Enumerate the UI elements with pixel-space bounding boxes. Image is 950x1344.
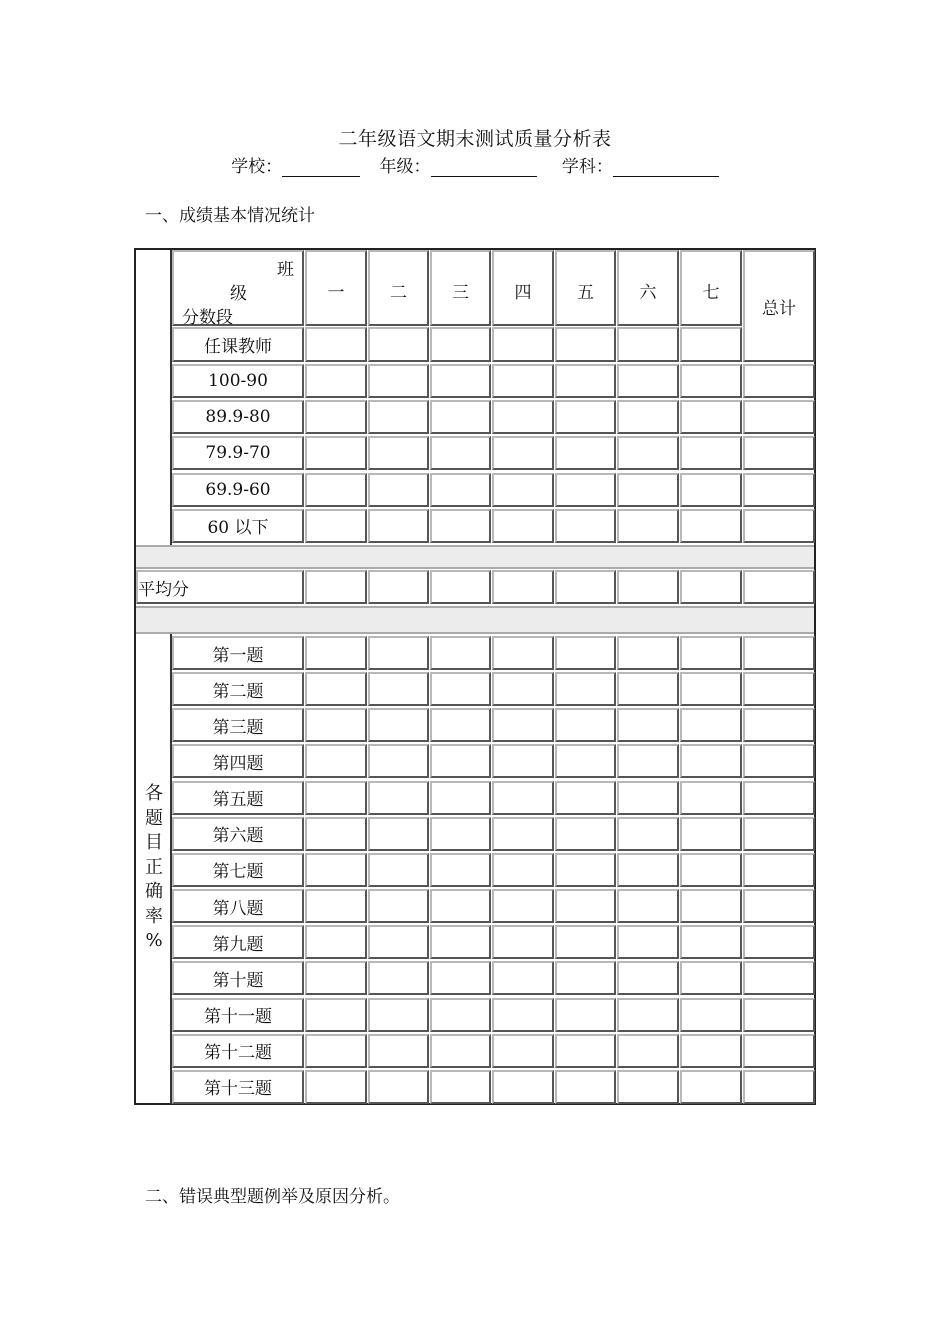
question-cell[interactable] bbox=[492, 817, 554, 851]
score-band-cell[interactable] bbox=[368, 364, 429, 398]
question-total-cell[interactable] bbox=[743, 636, 815, 670]
row-separator bbox=[136, 606, 814, 634]
class-column-header: 六 bbox=[617, 250, 679, 326]
score-band-total-cell[interactable] bbox=[743, 364, 815, 398]
school-label: 学校： bbox=[231, 157, 283, 177]
score-band-cell[interactable] bbox=[617, 473, 679, 507]
score-band-cell[interactable] bbox=[617, 364, 679, 398]
question-cell[interactable] bbox=[368, 817, 429, 851]
score-band-total-cell[interactable] bbox=[743, 509, 815, 543]
score-band-cell[interactable] bbox=[305, 400, 367, 434]
question-total-cell[interactable] bbox=[743, 744, 815, 778]
question-total-cell[interactable] bbox=[743, 708, 815, 742]
question-row-label: 第九题 bbox=[172, 925, 304, 959]
class-column-header: 五 bbox=[555, 250, 616, 326]
question-cell[interactable] bbox=[305, 1070, 367, 1104]
score-band-cell[interactable] bbox=[617, 436, 679, 470]
question-cell[interactable] bbox=[680, 636, 742, 670]
question-cell[interactable] bbox=[430, 998, 491, 1032]
question-cell[interactable] bbox=[305, 817, 367, 851]
question-cell[interactable] bbox=[492, 708, 554, 742]
accuracy-group-char: 率 bbox=[145, 905, 163, 927]
question-cell[interactable] bbox=[430, 708, 491, 742]
question-cell[interactable] bbox=[492, 961, 554, 995]
corner-label-fenshuduan: 分数段 bbox=[182, 308, 233, 328]
class-column-header: 四 bbox=[492, 250, 554, 326]
question-cell[interactable] bbox=[430, 781, 491, 815]
question-cell[interactable] bbox=[492, 636, 554, 670]
question-row-label: 第十二题 bbox=[172, 1034, 304, 1068]
question-row-label: 第六题 bbox=[172, 817, 304, 851]
question-cell[interactable] bbox=[680, 744, 742, 778]
subject-label: 学科： bbox=[561, 157, 613, 177]
corner-label-ji: 级 bbox=[230, 284, 247, 304]
score-band-cell[interactable] bbox=[368, 436, 429, 470]
average-row-label: 平均分 bbox=[136, 570, 304, 604]
question-cell[interactable] bbox=[680, 889, 742, 923]
question-cell[interactable] bbox=[680, 925, 742, 959]
question-cell[interactable] bbox=[680, 672, 742, 706]
score-band-cell[interactable] bbox=[555, 473, 616, 507]
score-band-cell[interactable] bbox=[492, 400, 554, 434]
average-cell[interactable] bbox=[492, 570, 554, 604]
question-cell[interactable] bbox=[492, 853, 554, 887]
question-cell[interactable] bbox=[305, 925, 367, 959]
question-cell[interactable] bbox=[555, 672, 616, 706]
question-cell[interactable] bbox=[680, 961, 742, 995]
score-band-total-cell[interactable] bbox=[743, 473, 815, 507]
question-row-label: 第二题 bbox=[172, 672, 304, 706]
accuracy-group-char: 目 bbox=[145, 832, 163, 853]
teacher-row-label: 任课教师 bbox=[172, 327, 304, 362]
question-cell[interactable] bbox=[305, 998, 367, 1032]
score-band-cell[interactable] bbox=[492, 473, 554, 507]
grade-label: 年级： bbox=[379, 157, 431, 177]
teacher-cell[interactable] bbox=[430, 327, 491, 362]
question-total-cell[interactable] bbox=[743, 998, 815, 1032]
class-column-header: 二 bbox=[368, 250, 429, 326]
question-row-label: 第十三题 bbox=[172, 1070, 304, 1104]
teacher-cell[interactable] bbox=[305, 327, 367, 362]
question-row-label: 第十一题 bbox=[172, 998, 304, 1032]
question-cell[interactable] bbox=[617, 961, 679, 995]
score-band-cell[interactable] bbox=[680, 509, 742, 543]
question-cell[interactable] bbox=[368, 925, 429, 959]
score-band-total-cell[interactable] bbox=[743, 436, 815, 470]
score-band-label: 89.9-80 bbox=[172, 400, 304, 434]
score-band-cell[interactable] bbox=[368, 473, 429, 507]
question-cell[interactable] bbox=[680, 781, 742, 815]
question-cell[interactable] bbox=[492, 925, 554, 959]
question-cell[interactable] bbox=[430, 961, 491, 995]
question-total-cell[interactable] bbox=[743, 1070, 815, 1104]
question-cell[interactable] bbox=[368, 1070, 429, 1104]
score-band-cell[interactable] bbox=[680, 436, 742, 470]
question-total-cell[interactable] bbox=[743, 1034, 815, 1068]
question-cell[interactable] bbox=[680, 1034, 742, 1068]
question-cell[interactable] bbox=[368, 744, 429, 778]
teacher-cell[interactable] bbox=[555, 327, 616, 362]
question-cell[interactable] bbox=[617, 636, 679, 670]
question-cell[interactable] bbox=[430, 744, 491, 778]
question-cell[interactable] bbox=[555, 817, 616, 851]
question-cell[interactable] bbox=[555, 961, 616, 995]
question-cell[interactable] bbox=[305, 636, 367, 670]
total-column-header: 总计 bbox=[743, 250, 815, 362]
score-band-cell[interactable] bbox=[617, 400, 679, 434]
score-band-cell[interactable] bbox=[680, 400, 742, 434]
score-band-cell[interactable] bbox=[368, 509, 429, 543]
score-band-cell[interactable] bbox=[617, 509, 679, 543]
question-row-label: 第四题 bbox=[172, 744, 304, 778]
question-cell[interactable] bbox=[305, 853, 367, 887]
question-cell[interactable] bbox=[305, 708, 367, 742]
question-cell[interactable] bbox=[617, 925, 679, 959]
average-cell[interactable] bbox=[555, 570, 616, 604]
question-row-label: 第八题 bbox=[172, 889, 304, 923]
question-cell[interactable] bbox=[492, 744, 554, 778]
score-band-total-cell[interactable] bbox=[743, 400, 815, 434]
corner-header-cell bbox=[172, 250, 304, 326]
question-cell[interactable] bbox=[555, 781, 616, 815]
score-band-cell[interactable] bbox=[555, 400, 616, 434]
score-band-label: 100-90 bbox=[172, 364, 304, 398]
score-band-cell[interactable] bbox=[430, 400, 491, 434]
section1-heading: 一、成绩基本情况统计 bbox=[145, 206, 315, 226]
question-row-label: 第一题 bbox=[172, 636, 304, 670]
score-band-cell[interactable] bbox=[492, 509, 554, 543]
score-band-cell[interactable] bbox=[430, 509, 491, 543]
question-cell[interactable] bbox=[617, 672, 679, 706]
document-title: 二年级语文期末测试质量分析表 bbox=[338, 128, 612, 150]
question-cell[interactable] bbox=[680, 853, 742, 887]
header-fields bbox=[0, 152, 950, 177]
school-blank[interactable] bbox=[282, 160, 360, 177]
question-total-cell[interactable] bbox=[743, 925, 815, 959]
question-cell[interactable] bbox=[492, 1070, 554, 1104]
question-cell[interactable] bbox=[492, 1034, 554, 1068]
question-cell[interactable] bbox=[430, 853, 491, 887]
question-cell[interactable] bbox=[617, 708, 679, 742]
question-cell[interactable] bbox=[680, 817, 742, 851]
question-cell[interactable] bbox=[430, 1034, 491, 1068]
accuracy-group-char: 正 bbox=[145, 856, 163, 878]
question-cell[interactable] bbox=[617, 1070, 679, 1104]
question-total-cell[interactable] bbox=[743, 853, 815, 887]
question-cell[interactable] bbox=[430, 1070, 491, 1104]
question-cell[interactable] bbox=[555, 1034, 616, 1068]
question-row-label: 第五题 bbox=[172, 781, 304, 815]
question-cell[interactable] bbox=[368, 636, 429, 670]
question-cell[interactable] bbox=[368, 889, 429, 923]
score-band-cell[interactable] bbox=[492, 364, 554, 398]
accuracy-group-char: % bbox=[145, 930, 163, 951]
question-total-cell[interactable] bbox=[743, 672, 815, 706]
question-total-cell[interactable] bbox=[743, 961, 815, 995]
question-cell[interactable] bbox=[555, 889, 616, 923]
question-cell[interactable] bbox=[555, 744, 616, 778]
question-row-label: 第七题 bbox=[172, 853, 304, 887]
average-cell[interactable] bbox=[305, 570, 367, 604]
teacher-cell[interactable] bbox=[368, 327, 429, 362]
score-band-cell[interactable] bbox=[555, 509, 616, 543]
question-cell[interactable] bbox=[368, 853, 429, 887]
question-cell[interactable] bbox=[305, 781, 367, 815]
grade-blank[interactable] bbox=[431, 160, 537, 177]
question-cell[interactable] bbox=[368, 1034, 429, 1068]
score-band-cell[interactable] bbox=[305, 364, 367, 398]
question-cell[interactable] bbox=[555, 853, 616, 887]
question-cell[interactable] bbox=[430, 636, 491, 670]
row-separator bbox=[136, 545, 814, 569]
score-band-cell[interactable] bbox=[368, 400, 429, 434]
average-total-cell[interactable] bbox=[743, 570, 815, 604]
average-cell[interactable] bbox=[680, 570, 742, 604]
question-cell[interactable] bbox=[305, 672, 367, 706]
score-band-cell[interactable] bbox=[430, 436, 491, 470]
class-column-header: 七 bbox=[680, 250, 742, 326]
question-cell[interactable] bbox=[680, 708, 742, 742]
question-cell[interactable] bbox=[492, 889, 554, 923]
question-cell[interactable] bbox=[430, 925, 491, 959]
accuracy-group-char: 确 bbox=[145, 881, 163, 902]
score-band-cell[interactable] bbox=[305, 509, 367, 543]
question-cell[interactable] bbox=[430, 817, 491, 851]
teacher-cell[interactable] bbox=[492, 327, 554, 362]
class-column-header: 一 bbox=[305, 250, 367, 326]
question-cell[interactable] bbox=[617, 889, 679, 923]
question-cell[interactable] bbox=[368, 998, 429, 1032]
average-cell[interactable] bbox=[368, 570, 429, 604]
question-cell[interactable] bbox=[368, 708, 429, 742]
question-cell[interactable] bbox=[617, 817, 679, 851]
score-band-cell[interactable] bbox=[430, 473, 491, 507]
question-cell[interactable] bbox=[617, 998, 679, 1032]
question-cell[interactable] bbox=[492, 781, 554, 815]
question-cell[interactable] bbox=[617, 781, 679, 815]
question-cell[interactable] bbox=[617, 1034, 679, 1068]
score-band-cell[interactable] bbox=[680, 364, 742, 398]
question-cell[interactable] bbox=[617, 853, 679, 887]
question-cell[interactable] bbox=[305, 961, 367, 995]
question-row-label: 第三题 bbox=[172, 708, 304, 742]
question-cell[interactable] bbox=[555, 998, 616, 1032]
question-cell[interactable] bbox=[492, 672, 554, 706]
score-band-cell[interactable] bbox=[430, 364, 491, 398]
question-cell[interactable] bbox=[555, 925, 616, 959]
score-band-label: 79.9-70 bbox=[172, 436, 304, 470]
average-cell[interactable] bbox=[430, 570, 491, 604]
question-cell[interactable] bbox=[617, 744, 679, 778]
corner-label-ban: 班 bbox=[277, 260, 294, 280]
score-band-cell[interactable] bbox=[680, 473, 742, 507]
question-cell[interactable] bbox=[368, 961, 429, 995]
score-band-cell[interactable] bbox=[555, 436, 616, 470]
question-cell[interactable] bbox=[305, 889, 367, 923]
question-cell[interactable] bbox=[368, 781, 429, 815]
score-band-cell[interactable] bbox=[305, 473, 367, 507]
score-band-label: 69.9-60 bbox=[172, 473, 304, 507]
accuracy-group-char: 题 bbox=[145, 807, 163, 829]
question-cell[interactable] bbox=[555, 636, 616, 670]
score-band-cell[interactable] bbox=[492, 436, 554, 470]
score-band-cell[interactable] bbox=[305, 436, 367, 470]
class-column-header: 三 bbox=[430, 250, 491, 326]
accuracy-group-char: 各 bbox=[145, 783, 163, 804]
score-band-cell[interactable] bbox=[555, 364, 616, 398]
question-cell[interactable] bbox=[492, 998, 554, 1032]
question-total-cell[interactable] bbox=[743, 781, 815, 815]
question-total-cell[interactable] bbox=[743, 889, 815, 923]
question-cell[interactable] bbox=[305, 744, 367, 778]
question-total-cell[interactable] bbox=[743, 817, 815, 851]
subject-blank[interactable] bbox=[613, 160, 719, 177]
teacher-cell[interactable] bbox=[680, 327, 742, 362]
question-cell[interactable] bbox=[555, 708, 616, 742]
question-cell[interactable] bbox=[680, 1070, 742, 1104]
question-cell[interactable] bbox=[680, 998, 742, 1032]
section2-heading: 二、错误典型题例举及原因分析。 bbox=[145, 1187, 400, 1207]
question-cell[interactable] bbox=[368, 672, 429, 706]
question-cell[interactable] bbox=[555, 1070, 616, 1104]
question-cell[interactable] bbox=[430, 672, 491, 706]
score-band-label: 60 以下 bbox=[172, 509, 304, 543]
accuracy-group-label bbox=[136, 782, 172, 954]
question-cell[interactable] bbox=[305, 1034, 367, 1068]
quality-analysis-table bbox=[134, 248, 816, 1105]
question-row-label: 第十题 bbox=[172, 961, 304, 995]
teacher-cell[interactable] bbox=[617, 327, 679, 362]
question-cell[interactable] bbox=[430, 889, 491, 923]
average-cell[interactable] bbox=[617, 570, 679, 604]
